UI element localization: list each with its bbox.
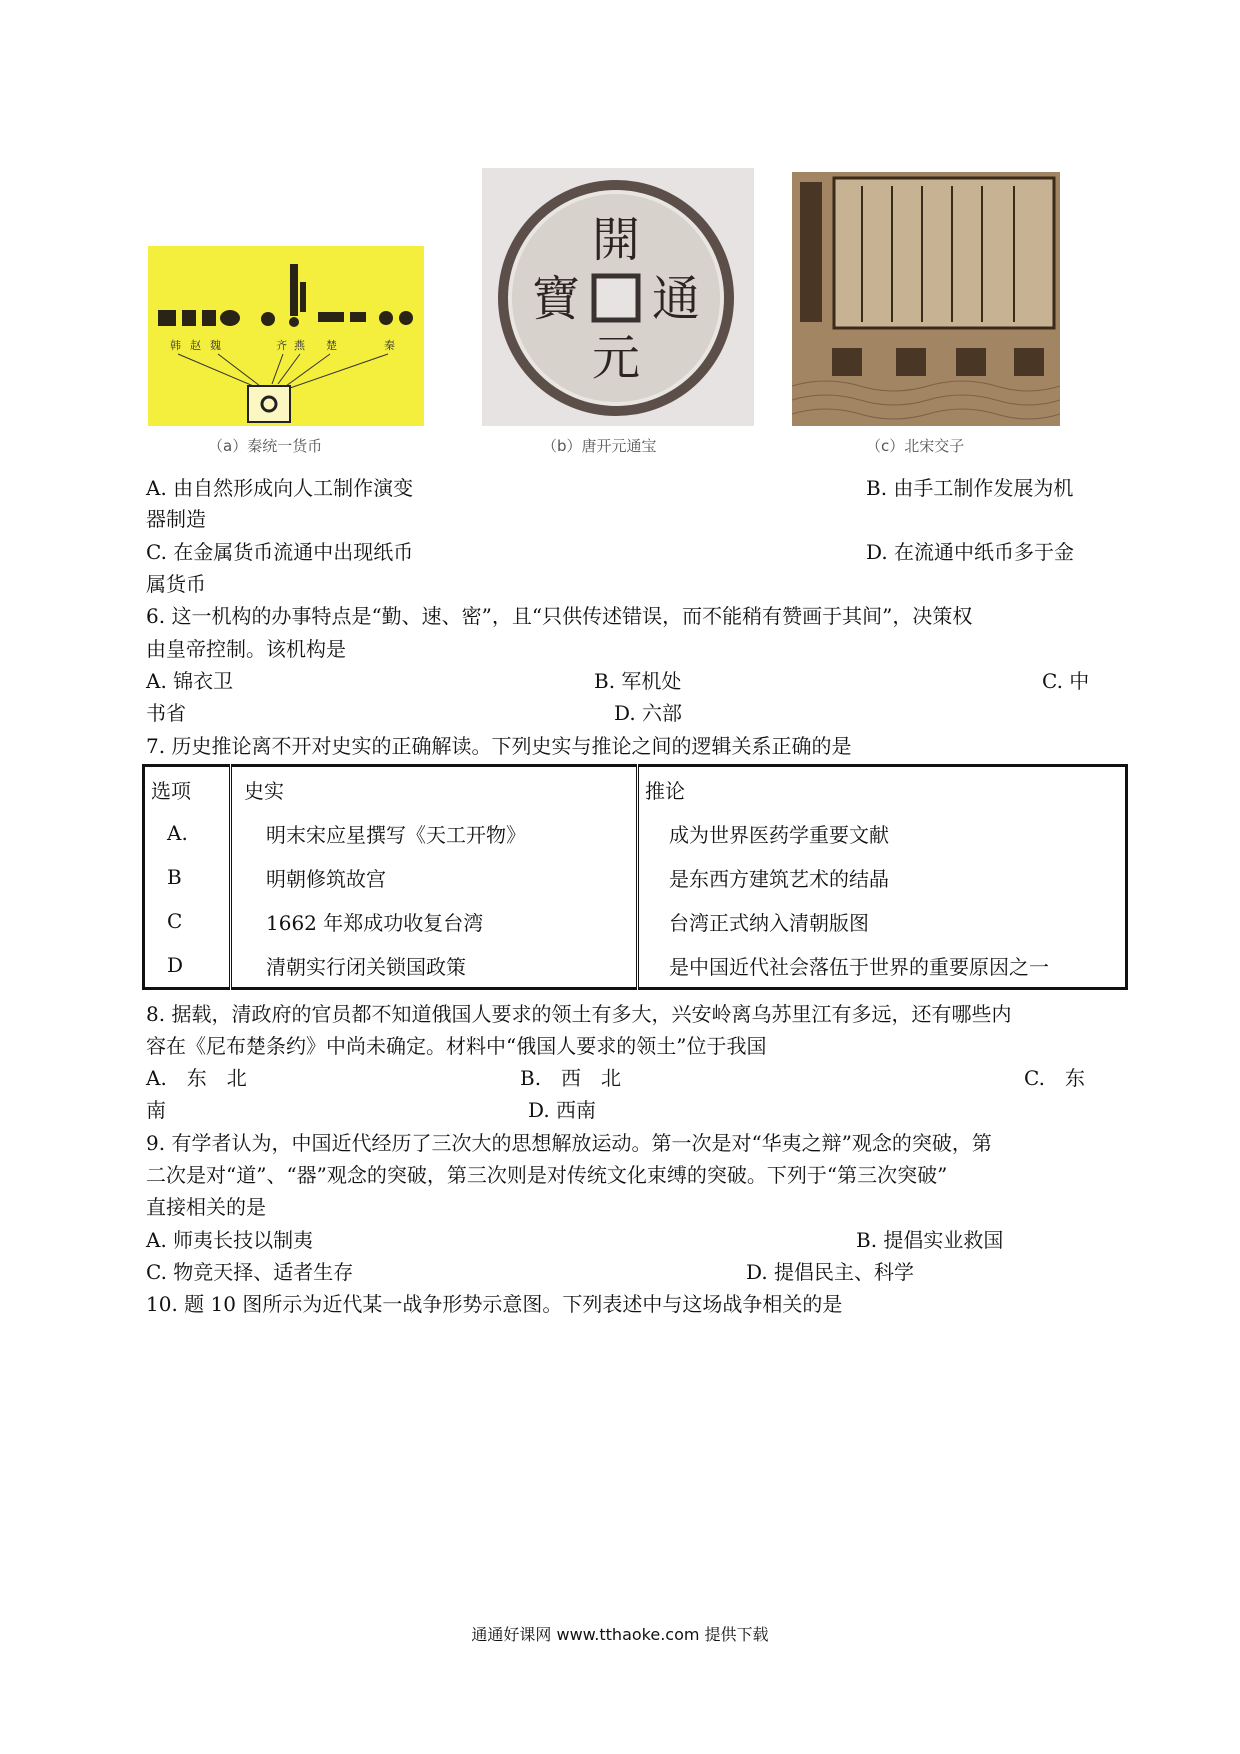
q9-option-a: A. 师夷长技以制夷 [146,1228,314,1252]
q8-option-d: D. 西南 [528,1098,597,1122]
row-inference: 成为世界医药学重要文献 [669,822,889,847]
q9-option-d: D. 提倡民主、科学 [746,1260,915,1284]
q5-option-a: A. 由自然形成向人工制作演变 [146,476,414,500]
figure-b-caption: （b）唐开元通宝 [542,437,657,455]
row-option: D [144,943,231,989]
row-fact: 清朝实行闭关锁国政策 [231,943,638,989]
q6-option-c-cont: 书省 [146,701,186,725]
row-inference: 是东西方建筑艺术的结晶 [669,866,889,891]
state-label: 魏 [210,339,221,352]
q9-stem: 9. 有学者认为，中国近代经历了三次大的思想解放运动。第一次是对“华夷之辩”观念的突破，第 [146,1131,992,1155]
q8-option-b: B. 西 北 [520,1066,622,1090]
q10-stem: 10. 题 10 图所示为近代某一战争形势示意图。下列表述中与这场战争相关的是 [146,1292,843,1316]
state-label: 齐 [276,339,287,352]
q6-option-b: B. 军机处 [594,669,682,693]
q6-option-d: D. 六部 [614,701,683,725]
table-header-row [144,766,1127,812]
figure-kaiyuan-coin [482,168,754,426]
state-label: 楚 [326,339,337,352]
q5-option-c: C. 在金属货币流通中出现纸币 [146,540,414,564]
page-footer: 通通好课网 www.tthaoke.com 提供下载 [471,1625,769,1644]
figure-a-caption: （a）秦统一货币 [208,437,323,455]
table-row [144,943,1127,989]
row-inference: 是中国近代社会落伍于世界的重要原因之一 [669,954,1049,979]
q8-stem-cont: 容在《尼布楚条约》中尚未确定。材料中“俄国人要求的领土”位于我国 [146,1034,767,1058]
q7-stem: 7. 历史推论离不开对史实的正确解读。下列史实与推论之间的逻辑关系正确的是 [146,734,852,758]
row-fact: 明朝修筑故宫 [231,855,638,899]
state-label: 秦 [384,339,395,352]
header-option: 选项 [144,766,231,812]
q6-option-a: A. 锦衣卫 [146,669,234,693]
table-row [144,811,1127,855]
figure-jiaozi-note [792,172,1060,426]
header-inference: 推论 [645,778,685,803]
q9-stem-cont2: 直接相关的是 [146,1195,266,1219]
coin-char-right: 通 [651,271,701,327]
row-inference: 台湾正式纳入清朝版图 [669,910,869,935]
q6-option-c: C. 中 [1042,669,1090,693]
figure-c-caption: （c）北宋交子 [866,437,965,455]
q8-option-c-cont: 南 [146,1098,166,1122]
q5-option-b: B. 由手工制作发展为机 [866,476,1074,500]
figure-qin-currency [148,246,424,426]
row-fact: 明末宋应星撰写《天工开物》 [231,811,638,855]
row-option: B [144,855,231,899]
q6-stem: 6. 这一机构的办事特点是“勤、速、密”，且“只供传述错误，而不能稍有赞画于其间”，决策权 [146,604,973,628]
coin-char-bottom: 元 [591,330,641,386]
header-fact: 史实 [231,766,638,812]
q6-stem-cont: 由皇帝控制。该机构是 [146,637,346,661]
row-option: C [144,899,231,943]
q8-stem: 8. 据载，清政府的官员都不知道俄国人要求的领土有多大，兴安岭离乌苏里江有多远，还有哪些内 [146,1002,1012,1026]
state-label: 赵 [190,339,201,352]
row-fact: 1662 年郑成功收复台湾 [231,899,638,943]
table-row [144,899,1127,943]
q8-option-c: C. 东 [1024,1066,1085,1090]
table-row [144,855,1127,899]
q5-option-d-cont: 属货币 [146,572,206,596]
state-label: 韩 [170,339,181,352]
q5-option-d: D. 在流通中纸币多于金 [866,540,1075,564]
coin-char-top: 開 [591,212,641,268]
q9-option-c: C. 物竞天择、适者生存 [146,1260,354,1284]
q9-option-b: B. 提倡实业救国 [856,1228,1004,1252]
q8-option-a: A. 东 北 [146,1066,247,1090]
row-option: A. [144,811,231,855]
q7-table [142,764,1128,990]
state-label: 燕 [294,339,305,352]
coin-char-left: 寶 [531,271,581,327]
q9-stem-cont: 二次是对“道”、“器”观念的突破，第三次则是对传统文化束缚的突破。下列于“第三次突破” [146,1163,948,1187]
q5-option-b-cont: 器制造 [146,507,206,531]
